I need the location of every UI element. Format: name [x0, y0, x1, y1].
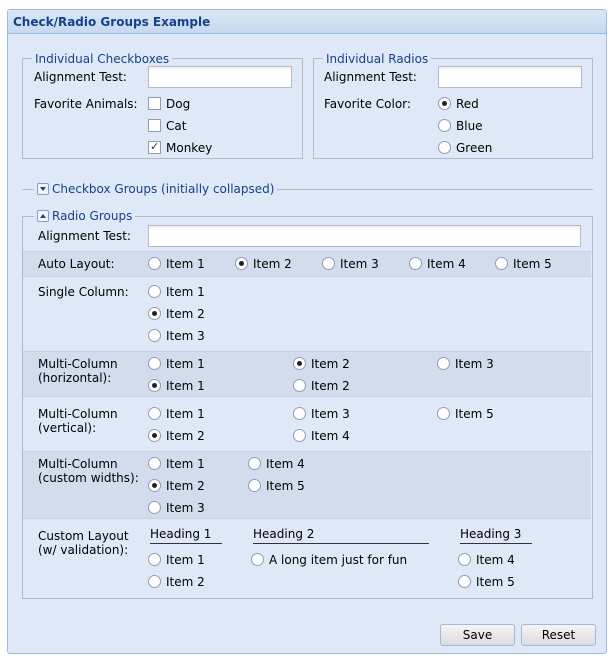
radio-circle [458, 575, 471, 588]
radio-circle [148, 307, 161, 320]
single-column-label: Single Column: [38, 285, 129, 299]
radio-label: Item 1 [166, 357, 205, 371]
radio-label: Item 5 [476, 575, 515, 589]
radio-label: Item 3 [340, 257, 379, 271]
expand-toggle-icon[interactable] [37, 183, 49, 195]
heading-1: Heading 1 [150, 527, 222, 544]
radio-label: Item 3 [311, 407, 350, 421]
radio-groups-title: Radio Groups [52, 209, 133, 223]
radio-circle [148, 285, 161, 298]
radio-label: A long item just for fun [269, 553, 408, 567]
radio-circle [293, 407, 306, 420]
checkbox-groups-title: Checkbox Groups (initially collapsed) [52, 182, 275, 196]
radio-label: Item 1 [166, 457, 205, 471]
radio-circle [293, 379, 306, 392]
radio-circle [248, 479, 261, 492]
mcw-label-line2: (custom widths): [38, 471, 139, 485]
collapse-toggle-icon[interactable] [37, 210, 49, 222]
radio-label: Item 3 [455, 357, 494, 371]
radio-circle [293, 357, 306, 370]
radio-circle [438, 141, 451, 154]
auto-layout-label: Auto Layout: [38, 257, 115, 271]
radio-label: Item 1 [166, 407, 205, 421]
radio-label: Item 5 [513, 257, 552, 271]
radio-label: Item 1 [166, 285, 205, 299]
radio-circle [437, 407, 450, 420]
radio-label: Item 2 [166, 575, 205, 589]
radio-circle [148, 357, 161, 370]
radio-circle [148, 429, 161, 442]
radio-circle [409, 257, 422, 270]
radio-label: Item 1 [166, 379, 205, 393]
checkbox-box [148, 141, 161, 154]
radio-label: Item 2 [166, 307, 205, 321]
rg-alignment-label: Alignment Test: [38, 229, 131, 243]
rg-alignment-input[interactable] [148, 225, 581, 247]
radio-label: Item 5 [266, 479, 305, 493]
radio-label: Item 4 [311, 429, 350, 443]
radio-label: Item 3 [166, 501, 205, 515]
cl-label-line1: Custom Layout [38, 529, 129, 543]
cb-alignment-input[interactable] [148, 66, 292, 88]
radio-label: Item 2 [253, 257, 292, 271]
checkbox-label: Cat [166, 119, 187, 133]
radio-circle [148, 501, 161, 514]
radio-label: Item 4 [266, 457, 305, 471]
radio-label: Green [456, 141, 493, 155]
rd-alignment-label: Alignment Test: [324, 70, 417, 84]
radio-circle [148, 457, 161, 470]
radio-circle [293, 429, 306, 442]
radio-circle [322, 257, 335, 270]
radio-circle [458, 553, 471, 566]
radio-circle [248, 457, 261, 470]
radio-circle [148, 329, 161, 342]
radio-circle [438, 119, 451, 132]
radio-circle [148, 479, 161, 492]
mch-label-line2: (horizontal): [38, 371, 112, 385]
radio-circle [148, 379, 161, 392]
radio-label: Item 4 [427, 257, 466, 271]
radio-label: Item 4 [476, 553, 515, 567]
radio-label: Item 3 [166, 329, 205, 343]
favorite-animals-label: Favorite Animals: [34, 97, 138, 111]
radio-circle [148, 257, 161, 270]
mch-label-line1: Multi-Column [38, 357, 118, 371]
radio-label: Item 2 [166, 479, 205, 493]
radio-circle [437, 357, 450, 370]
checkbox-groups-legend[interactable] [34, 182, 277, 196]
radio-circle [251, 553, 264, 566]
radio-label: Item 2 [311, 357, 350, 371]
checkbox-label: Dog [166, 97, 191, 111]
mcv-label-line2: (vertical): [38, 421, 97, 435]
mcw-label-line1: Multi-Column [38, 457, 118, 471]
radio-label: Item 2 [166, 429, 205, 443]
heading-2: Heading 2 [253, 527, 429, 544]
favorite-color-label: Favorite Color: [324, 97, 411, 111]
cl-label-line2: (w/ validation): [38, 543, 129, 557]
radio-circle [148, 553, 161, 566]
radio-label: Item 5 [455, 407, 494, 421]
individual-radios-legend: Individual Radios [323, 52, 431, 66]
checkbox-box [148, 97, 161, 110]
form-panel [7, 9, 607, 654]
radio-circle [438, 97, 451, 110]
reset-button[interactable]: Reset [521, 624, 596, 646]
panel-title: Check/Radio Groups Example [8, 10, 606, 34]
checkbox-label: Monkey [166, 141, 213, 155]
radio-circle [235, 257, 248, 270]
checkbox-box [148, 119, 161, 132]
save-button[interactable]: Save [440, 624, 515, 646]
individual-checkboxes-legend: Individual Checkboxes [32, 52, 172, 66]
radio-groups-legend[interactable] [34, 209, 135, 223]
radio-label: Blue [456, 119, 483, 133]
mcv-label-line1: Multi-Column [38, 407, 118, 421]
radio-label: Item 1 [166, 257, 205, 271]
radio-circle [148, 407, 161, 420]
heading-3: Heading 3 [460, 527, 532, 544]
cb-alignment-label: Alignment Test: [34, 70, 127, 84]
rd-alignment-input[interactable] [438, 66, 582, 88]
radio-circle [495, 257, 508, 270]
radio-label: Item 2 [311, 379, 350, 393]
radio-label: Item 1 [166, 553, 205, 567]
radio-label: Red [456, 97, 479, 111]
radio-circle [148, 575, 161, 588]
